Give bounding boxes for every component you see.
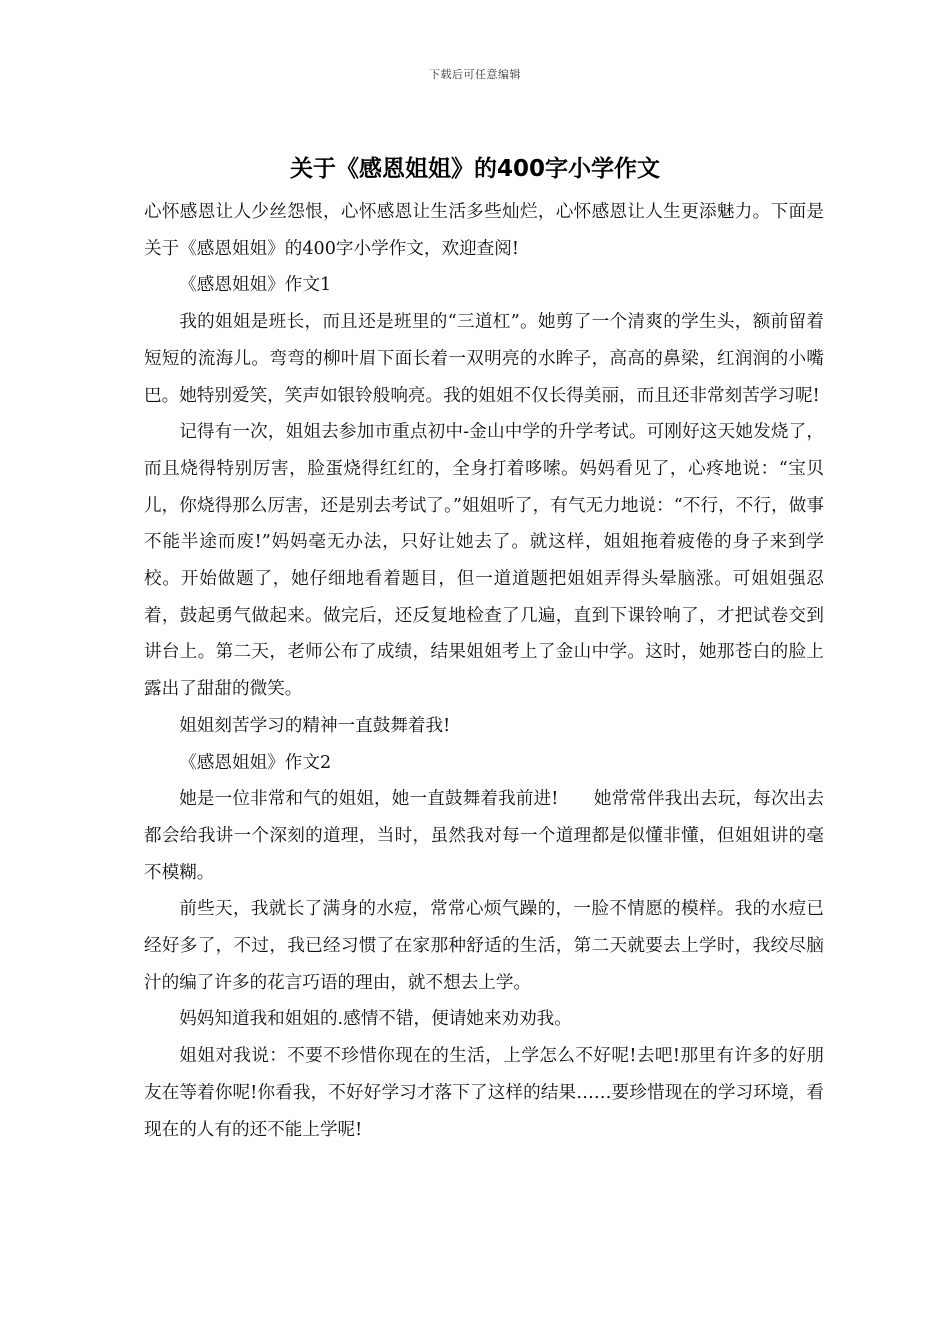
- body-paragraph: 记得有一次，姐姐去参加市重点初中-金山中学的升学考试。可刚好这天她发烧了，而且烧得特别厉害，脸蛋烧得红红的，全身打着哆嗦。妈妈看见了，心疼地说：“宝贝儿，你烧得那么厉害，还是别去考试了。”姐姐听了，有气无力地说：“不行，不行，做事不能半途而废!”妈妈毫无办法，只好让她去了。就这样，姐姐拖着疲倦的身子来到学校。开始做题了，她仔细地看着题目，但一道道题把姐姐弄得头晕脑涨。可姐姐强忍着，鼓起勇气做起来。做完后，还反复地检查了几遍，直到下课铃响了，才把试卷交到讲台上。第二天，老师公布了成绩，结果姐姐考上了金山中学。这时，她那苍白的脸上露出了甜甜的微笑。: [144, 422, 824, 700]
- document-title: 关于《感恩姐姐》的400字小学作文: [289, 156, 660, 182]
- body-paragraph: 前些天，我就长了满身的水痘，常常心烦气躁的，一脸不情愿的模样。我的水痘已经好多了，不过，我已经习惯了在家那种舒适的生活，第二天就要去上学时，我绞尽脑汁的编了许多的花言巧语的理由，就不想去上学。: [144, 899, 824, 993]
- header-note: 下载后可任意编辑: [429, 68, 521, 81]
- body-paragraph: 姐姐刻苦学习的精神一直鼓舞着我!: [179, 715, 451, 736]
- body-paragraph: 她是一位非常和气的姐姐，她一直鼓舞着我前进! 她常常伴我出去玩，每次出去都会给我讲一个深刻的道理，当时，虽然我对每一个道理都是似懂非懂，但姐姐讲的毫不模糊。: [144, 789, 824, 883]
- body-paragraph: 我的姐姐是班长，而且还是班里的“三道杠”。她剪了一个清爽的学生头，额前留着短短的流海儿。弯弯的柳叶眉下面长着一双明亮的水眸子，高高的鼻梁，红润润的小嘴巴。她特别爱笑，笑声如银铃般响亮。我的姐姐不仅长得美丽，而且还非常刻苦学习呢!: [144, 312, 824, 406]
- section-heading: 《感恩姐姐》作文2: [179, 752, 332, 773]
- document-body: [144, 194, 824, 1148]
- body-paragraph: 心怀感恩让人少丝怨恨，心怀感恩让生活多些灿烂，心怀感恩让人生更添魅力。下面是关于《感恩姐姐》的400字小学作文，欢迎查阅!: [144, 202, 824, 259]
- body-paragraph: 姐姐对我说：不要不珍惜你现在的生活，上学怎么不好呢!去吧!那里有许多的好朋友在等着你呢!你看我，不好好学习才落下了这样的结果……要珍惜现在的学习环境，看现在的人有的还不能上学呢!: [144, 1046, 824, 1140]
- section-heading: 《感恩姐姐》作文1: [179, 275, 332, 296]
- body-paragraph: 妈妈知道我和姐姐的.感情不错，便请她来劝劝我。: [179, 1009, 572, 1030]
